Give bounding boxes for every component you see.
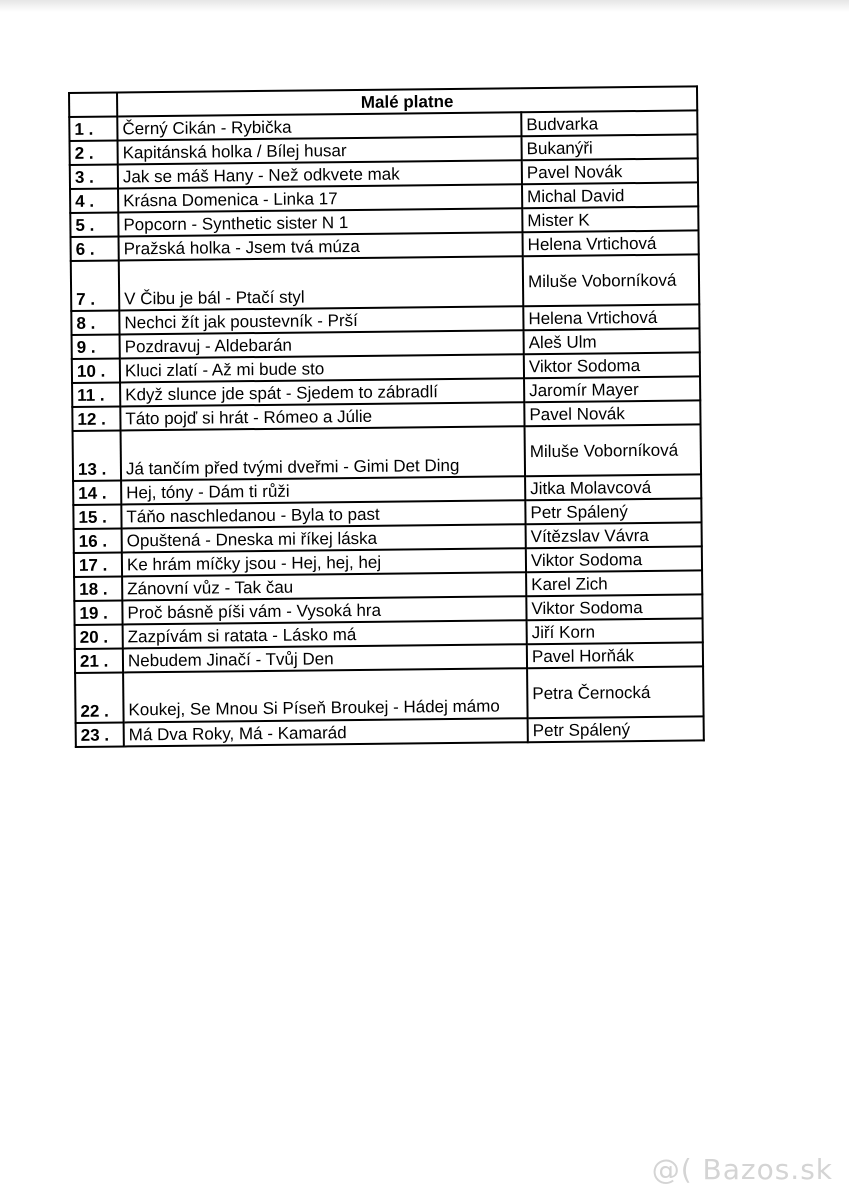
row-number: 23 .	[76, 722, 124, 747]
row-number: 19 .	[74, 600, 122, 625]
table-row	[73, 424, 701, 481]
artist-name: Miluše Voborníková	[523, 254, 700, 306]
artist-name: Pavel Novák	[524, 400, 700, 426]
artist-name: Pavel Horňák	[527, 642, 703, 668]
artist-name: Karel Zich	[526, 570, 702, 596]
artist-name: Budvarka	[521, 110, 697, 136]
row-number: 13 .	[73, 430, 122, 480]
row-number: 21 .	[75, 648, 123, 673]
row-number: 7 .	[71, 260, 120, 310]
song-title: Zánovní vůz - Tak čau	[122, 572, 526, 600]
song-title: Táňo naschledanou - Byla to past	[121, 500, 525, 528]
artist-name: Petr Spálený	[528, 716, 704, 742]
row-number: 6 .	[71, 236, 119, 261]
row-number: 14 .	[73, 480, 121, 505]
table-row	[71, 254, 699, 311]
row-number: 12 .	[72, 406, 120, 431]
song-title: Proč básně píši vám - Vysoká hra	[122, 596, 526, 624]
artist-name: Vítězslav Vávra	[526, 522, 702, 548]
song-title: Když slunce jde spát - Sjedem to zábradlí	[120, 378, 524, 406]
row-number: 8 .	[71, 310, 119, 335]
song-title: Koukej, Se Mnou Si Píseň Broukej - Hádej mámo	[123, 668, 528, 722]
song-title: Popcorn - Synthetic sister N 1	[118, 208, 522, 236]
scan-edge	[0, 0, 849, 12]
bazos-watermark: @( Bazos.sk	[651, 1153, 833, 1186]
artist-name: Viktor Sodoma	[526, 594, 702, 620]
song-title: Má Dva Roky, Má - Kamarád	[124, 718, 528, 746]
row-number: 1 .	[69, 116, 117, 141]
song-title: Kluci zlatí - Až mi bude sto	[120, 354, 524, 382]
row-number: 17 .	[74, 552, 122, 577]
song-title: Hej, tóny - Dám ti růži	[121, 476, 525, 504]
song-title: Nebudem Jinačí - Tvůj Den	[123, 644, 527, 672]
song-title: Kapitánská holka / Bílej husar	[118, 136, 522, 164]
artist-name: Petra Černocká	[527, 666, 704, 718]
row-number: 18 .	[74, 576, 122, 601]
title-corner-cell	[69, 92, 117, 117]
row-number: 2 .	[70, 140, 118, 165]
row-number: 15 .	[73, 504, 121, 529]
song-title: Pozdravuj - Aldebarán	[120, 330, 524, 358]
song-table	[68, 85, 705, 748]
song-title: Pražská holka - Jsem tvá múza	[119, 232, 523, 260]
song-list-sheet	[68, 85, 705, 748]
song-title: Černý Cikán - Rybička	[117, 112, 521, 140]
artist-name: Aleš Ulm	[524, 328, 700, 354]
row-number: 10 .	[72, 358, 120, 383]
song-title: Zazpívám si ratata - Lásko má	[123, 620, 527, 648]
row-number: 3 .	[70, 164, 118, 189]
artist-name: Viktor Sodoma	[526, 546, 702, 572]
table-row	[75, 666, 703, 723]
row-number: 11 .	[72, 382, 120, 407]
artist-name: Mister K	[522, 206, 698, 232]
artist-name: Jiří Korn	[527, 618, 703, 644]
song-title: Ke hrám míčky jsou - Hej, hej, hej	[122, 548, 526, 576]
song-title: Nechci žít jak poustevník - Prší	[119, 306, 523, 334]
artist-name: Petr Spálený	[525, 498, 701, 524]
artist-name: Bukanýři	[521, 134, 697, 160]
song-title: V Čibu je bál - Ptačí styl	[119, 256, 524, 310]
artist-name: Michal David	[522, 182, 698, 208]
song-title: Opuštená - Dneska mi říkej láska	[122, 524, 526, 552]
artist-name: Helena Vrtichová	[523, 304, 699, 330]
song-title: Krásna Domenica - Linka 17	[118, 184, 522, 212]
artist-name: Helena Vrtichová	[522, 230, 698, 256]
row-number: 5 .	[70, 212, 118, 237]
artist-name: Viktor Sodoma	[524, 352, 700, 378]
song-title: Já tančím před tvými dveřmi - Gimi Det Ding	[121, 426, 526, 480]
row-number: 16 .	[74, 528, 122, 553]
row-number: 4 .	[70, 188, 118, 213]
artist-name: Jaromír Mayer	[524, 376, 700, 402]
row-number: 9 .	[72, 334, 120, 359]
artist-name: Miluše Voborníková	[525, 424, 702, 476]
song-title: Táto pojď si hrát - Rómeo a Júlie	[120, 402, 524, 430]
table-title: Malé platne	[117, 86, 697, 116]
row-number: 22 .	[75, 672, 124, 722]
artist-name: Jitka Molavcová	[525, 474, 701, 500]
row-number: 20 .	[75, 624, 123, 649]
song-title: Jak se máš Hany - Než odkvete mak	[118, 160, 522, 188]
artist-name: Pavel Novák	[522, 158, 698, 184]
